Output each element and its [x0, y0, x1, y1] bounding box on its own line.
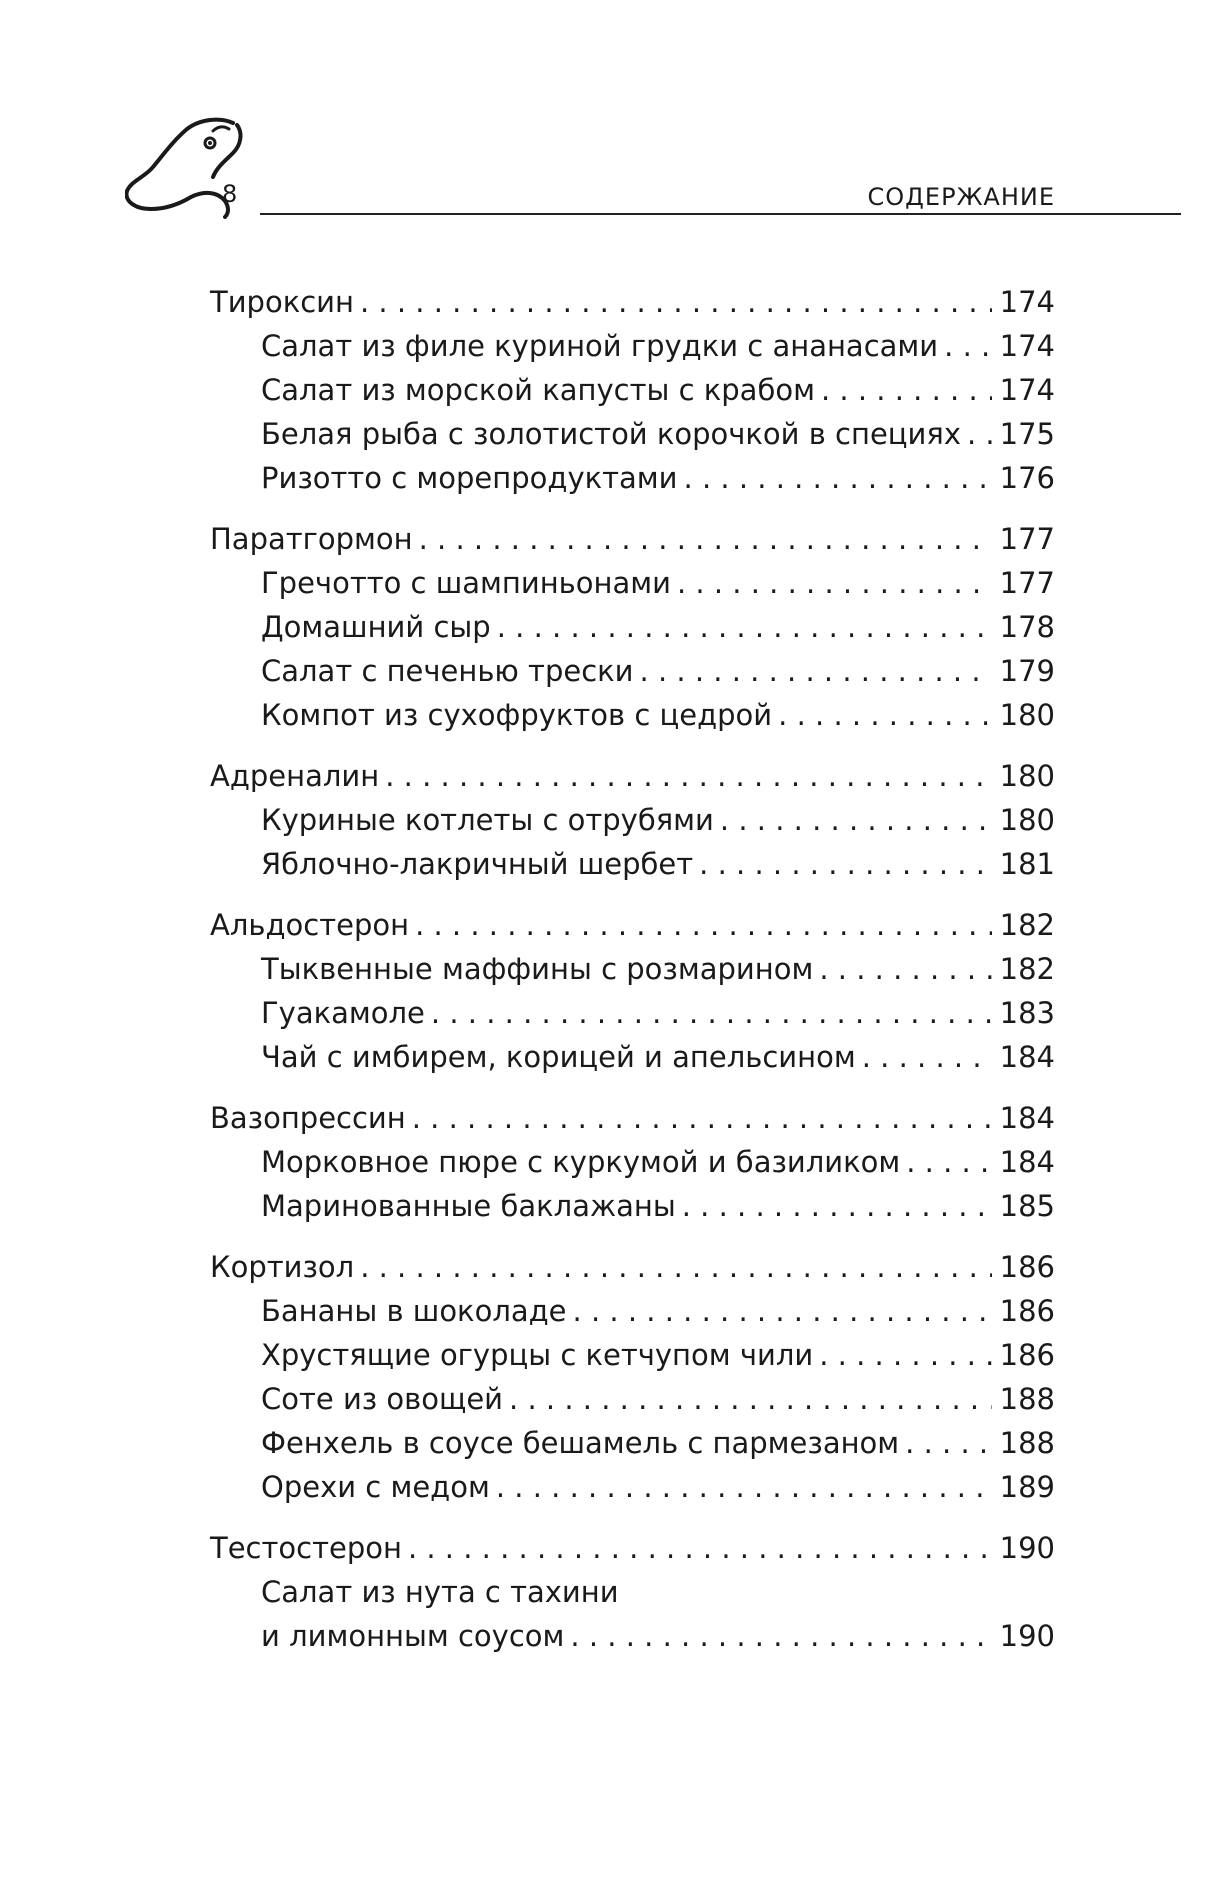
toc-entry: Салат с печенью трески — [261, 654, 634, 688]
toc-entry-row[interactable] — [210, 1140, 1055, 1184]
dot-leader — [819, 1333, 991, 1377]
dot-leader — [360, 1245, 991, 1289]
toc-heading: Адреналин — [210, 759, 380, 793]
stethoscope-icon — [125, 115, 265, 225]
toc-section — [210, 1096, 1055, 1228]
toc-entry: Ризотто с морепродуктами — [261, 461, 678, 495]
dot-leader — [412, 1096, 992, 1140]
toc-heading-row[interactable] — [210, 1526, 1055, 1570]
toc-page-number: 174 — [999, 285, 1055, 319]
toc-entry-row[interactable] — [210, 798, 1055, 842]
toc-page-number: 188 — [999, 1426, 1055, 1460]
toc-entry-row[interactable] — [210, 368, 1055, 412]
dot-leader — [682, 1184, 992, 1228]
toc-page-number: 188 — [999, 1382, 1055, 1416]
dot-leader — [699, 842, 991, 886]
toc-section — [210, 1245, 1055, 1509]
toc-entry-row[interactable] — [210, 991, 1055, 1035]
toc-section — [210, 517, 1055, 737]
toc-page-number: 182 — [999, 952, 1055, 986]
toc-page-number: 190 — [999, 1531, 1055, 1565]
toc-entry-row[interactable] — [210, 1184, 1055, 1228]
toc-entry-row[interactable] — [210, 1614, 1055, 1658]
toc-heading: Альдостерон — [210, 908, 410, 942]
toc-entry: Гуакамоле — [261, 996, 425, 1030]
toc-entry: Гречотто с шампиньонами — [261, 566, 671, 600]
toc-entry-row[interactable] — [210, 605, 1055, 649]
toc-section — [210, 903, 1055, 1079]
dot-leader — [509, 1377, 992, 1421]
toc-page-number: 183 — [999, 996, 1055, 1030]
dot-leader — [408, 1526, 992, 1570]
toc-entry: Орехи с медом — [261, 1470, 490, 1504]
toc-entry-row[interactable] — [210, 1465, 1055, 1509]
toc-entry: Домашний сыр — [261, 610, 491, 644]
toc-entry-row[interactable] — [210, 456, 1055, 500]
toc-entry: Яблочно-лакричный шербет — [261, 847, 694, 881]
toc-section — [210, 280, 1055, 500]
dot-leader — [431, 991, 992, 1035]
toc-page-number: 184 — [999, 1101, 1055, 1135]
toc-entry-row[interactable] — [210, 412, 1055, 456]
toc-entry: Тыквенные маффины с розмарином — [261, 952, 814, 986]
toc-page-number: 180 — [999, 803, 1055, 837]
toc-heading-row[interactable] — [210, 517, 1055, 561]
toc-page-number: 186 — [999, 1250, 1055, 1284]
dot-leader — [906, 1140, 991, 1184]
toc-entry-row[interactable] — [210, 1333, 1055, 1377]
toc-entry: Белая рыба с золотистой корочкой в специях — [261, 417, 961, 451]
toc-heading-row[interactable] — [210, 754, 1055, 798]
toc-entry: Куриные котлеты с отрубями — [261, 803, 714, 837]
dot-leader — [778, 693, 992, 737]
dot-leader — [819, 947, 991, 991]
dot-leader — [821, 368, 992, 412]
dot-leader — [862, 1035, 992, 1079]
toc-page-number: 185 — [999, 1189, 1055, 1223]
toc-heading: Паратгормон — [210, 522, 413, 556]
toc-entry-row[interactable] — [210, 324, 1055, 368]
dot-leader — [419, 517, 992, 561]
toc-page-number: 181 — [999, 847, 1055, 881]
dot-leader — [496, 1465, 992, 1509]
toc-entry-row[interactable] — [210, 1289, 1055, 1333]
toc-entry: Компот из сухофруктов с цедрой — [261, 698, 773, 732]
toc-entry-first-line[interactable] — [210, 1570, 1055, 1614]
toc-entry-row[interactable] — [210, 649, 1055, 693]
toc-heading: Тироксин — [210, 285, 354, 319]
toc-entry: Чай с имбирем, корицей и апельсином — [261, 1040, 856, 1074]
toc-entry: Маринованные баклажаны — [261, 1189, 676, 1223]
toc-heading-row[interactable] — [210, 280, 1055, 324]
dot-leader — [720, 798, 992, 842]
toc-heading-row[interactable] — [210, 903, 1055, 947]
toc-heading: Тестостерон — [210, 1531, 402, 1565]
dot-leader — [944, 324, 992, 368]
toc-page-number: 190 — [999, 1619, 1055, 1653]
page-number: 8 — [222, 180, 238, 208]
dot-leader — [497, 605, 992, 649]
toc-heading-row[interactable] — [210, 1096, 1055, 1140]
toc-entry-row[interactable] — [210, 947, 1055, 991]
page-header — [125, 115, 1055, 225]
toc-page-number: 180 — [999, 759, 1055, 793]
toc-page-number: 179 — [999, 654, 1055, 688]
toc-page-number: 174 — [999, 373, 1055, 407]
toc-entry-row[interactable] — [210, 693, 1055, 737]
toc-page-number: 186 — [999, 1338, 1055, 1372]
toc-page-number: 174 — [999, 329, 1055, 363]
toc-page-number: 177 — [999, 566, 1055, 600]
toc-page-number: 189 — [999, 1470, 1055, 1504]
toc-entry: Салат из морской капусты с крабом — [261, 373, 815, 407]
toc-page-number: 175 — [999, 417, 1055, 451]
dot-leader — [360, 280, 992, 324]
toc-page-number: 177 — [999, 522, 1055, 556]
toc-entry: Хрустящие огурцы с кетчупом чили — [261, 1338, 814, 1372]
toc-page-number: 182 — [999, 908, 1055, 942]
toc-entry-row[interactable] — [210, 1035, 1055, 1079]
dot-leader — [640, 649, 992, 693]
table-of-contents — [210, 280, 1055, 1675]
toc-entry-continuation: и лимонным соусом — [261, 1619, 565, 1653]
toc-page-number: 176 — [999, 461, 1055, 495]
header-rule — [260, 213, 1181, 215]
toc-page-number: 184 — [999, 1145, 1055, 1179]
toc-entry: Фенхель в соусе бешамель с пармезаном — [261, 1426, 900, 1460]
dot-leader — [570, 1614, 991, 1658]
toc-entry: Салат из нута с тахини — [261, 1575, 619, 1609]
toc-section — [210, 754, 1055, 886]
toc-page-number: 184 — [999, 1040, 1055, 1074]
toc-entry: Морковное пюре с куркумой и базиликом — [261, 1145, 901, 1179]
toc-entry-row[interactable] — [210, 842, 1055, 886]
dot-leader — [967, 412, 992, 456]
toc-entry: Салат из филе куриной грудки с ананасами — [261, 329, 939, 363]
toc-heading: Кортизол — [210, 1250, 355, 1284]
toc-page-number: 180 — [999, 698, 1055, 732]
toc-entry: Бананы в шоколаде — [261, 1294, 567, 1328]
dot-leader — [677, 561, 992, 605]
dot-leader — [684, 456, 992, 500]
toc-page-number: 178 — [999, 610, 1055, 644]
toc-entry: Соте из овощей — [261, 1382, 504, 1416]
toc-entry-row[interactable] — [210, 561, 1055, 605]
dot-leader — [415, 903, 992, 947]
dot-leader — [385, 754, 991, 798]
toc-section — [210, 1526, 1055, 1658]
toc-heading: Вазопрессин — [210, 1101, 406, 1135]
dot-leader — [573, 1289, 992, 1333]
toc-entry-row[interactable] — [210, 1421, 1055, 1465]
toc-entry-row[interactable] — [210, 1377, 1055, 1421]
running-head: СОДЕРЖАНИЕ — [867, 183, 1055, 211]
dot-leader — [905, 1421, 991, 1465]
toc-page-number: 186 — [999, 1294, 1055, 1328]
toc-heading-row[interactable] — [210, 1245, 1055, 1289]
